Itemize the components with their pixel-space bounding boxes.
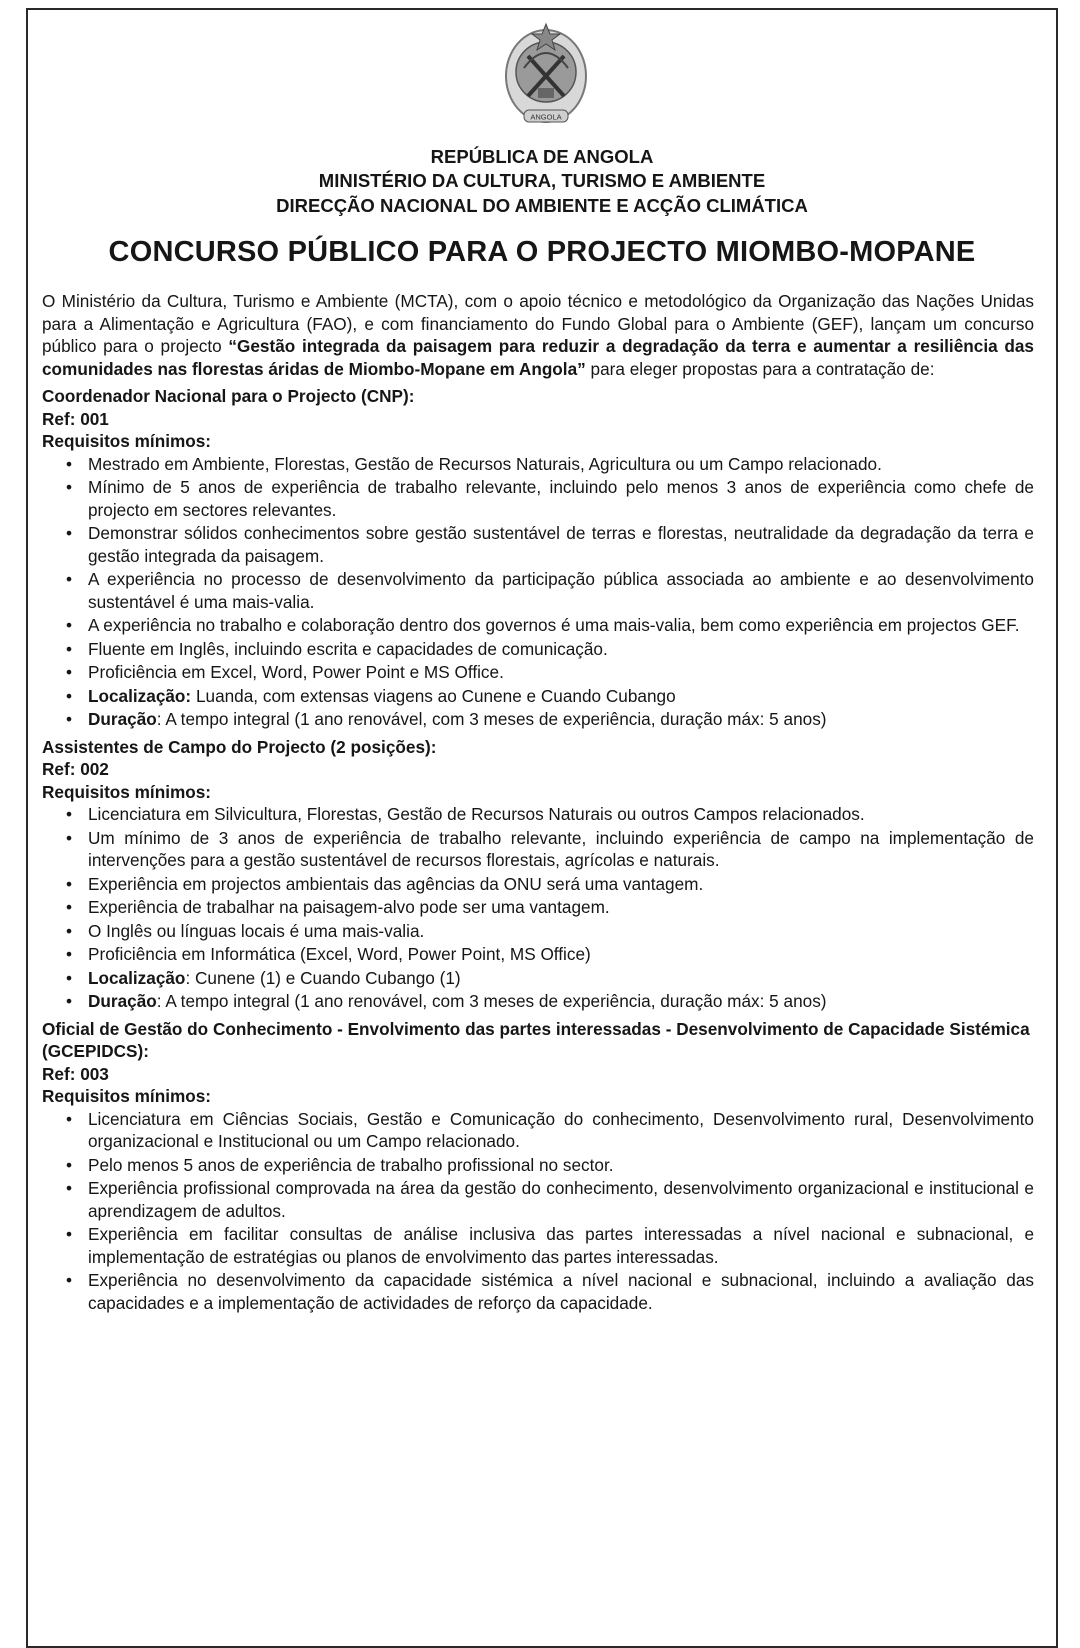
list-item <box>42 476 1034 521</box>
angola-emblem-icon <box>498 18 594 130</box>
list-item-location <box>42 967 1034 990</box>
bullet-icon: • <box>66 897 73 917</box>
list-item <box>42 920 1034 943</box>
bullet-icon: • <box>66 638 73 659</box>
list-item <box>42 661 1034 684</box>
bullet-icon: • <box>66 685 73 706</box>
item-text: Proficiência em Excel, Word, Power Point e MS Office. <box>88 662 504 682</box>
list-item-duration <box>42 990 1034 1013</box>
list-item <box>42 522 1034 567</box>
position-ref: Ref: 003 <box>42 1063 109 1084</box>
requirements-label: Requisitos mínimos: <box>42 781 212 802</box>
list-item-location <box>42 685 1034 708</box>
item-text: Pelo menos 5 anos de experiência de trabalho profissional no sector. <box>88 1154 614 1175</box>
duration-label: Duração <box>88 709 157 729</box>
project-name: “Gestão integrada da paisagem para reduzir a degradação da terra e aumentar a resiliência das comunidades nas florestas áridas de Miombo-Mopane em Angola” <box>42 336 1034 379</box>
list-item <box>42 453 1034 476</box>
bullet-icon: • <box>66 1224 73 1244</box>
list-item <box>42 568 1034 613</box>
item-text: Experiência em facilitar consultas de análise inclusiva das partes interessadas a nível nacional e subnacional, e implementação de estratégias ou planos de envolvimento das partes interessadas. <box>88 1224 1034 1267</box>
bullet-icon: • <box>66 615 73 635</box>
intro-text-1: O Ministério da Cultura, Turismo e Ambiente (MCTA), com o apoio técnico e metodológico da Organização das Nações Unidas para a Alimentação e Agricultura (FAO), e com financiamento do Fundo Global para o Ambiente (GEF), lançam um concurso público para o projecto <box>42 291 1034 356</box>
position-title: Assistentes de Campo do Projecto (2 posições): <box>42 736 437 757</box>
bullet-icon: • <box>66 477 73 497</box>
requirements-list <box>42 453 1034 731</box>
position-title: Coordenador Nacional para o Projecto (CNP): <box>42 386 415 406</box>
list-item <box>42 1177 1034 1222</box>
item-text: Experiência de trabalhar na paisagem-alvo pode ser uma vantagem. <box>88 897 610 917</box>
item-text: Mestrado em Ambiente, Florestas, Gestão de Recursos Naturais, Agricultura ou um Campo relacionado. <box>88 453 882 474</box>
list-item <box>42 803 1034 826</box>
requirements-list <box>42 1108 1034 1315</box>
header-ministry: MINISTÉRIO DA CULTURA, TURISMO E AMBIENTE <box>318 170 766 191</box>
list-item <box>42 1223 1034 1268</box>
duration-label: Duração <box>88 991 157 1011</box>
bullet-icon: • <box>66 1154 73 1175</box>
requirements-label: Requisitos mínimos: <box>42 1086 212 1106</box>
item-text: Mínimo de 5 anos de experiência de trabalho relevante, incluindo pelo menos 3 anos de experiência como chefe de projecto em sectores relevantes. <box>88 477 1034 520</box>
item-text: Demonstrar sólidos conhecimentos sobre gestão sustentável de terras e florestas, neutralidade da degradação da terra e gestão integrada da paisagem. <box>88 523 1034 566</box>
intro-paragraph <box>42 290 1034 380</box>
bullet-icon: • <box>66 827 73 848</box>
item-text: A experiência no processo de desenvolvimento da participação pública associada ao ambiente e ao desenvolvimento sustentável é uma mais-valia. <box>88 569 1034 612</box>
location-label: Localização <box>88 967 186 988</box>
list-item <box>42 896 1034 919</box>
location-value: Luanda, com extensas viagens ao Cunene e Cuando Cubango <box>191 685 676 706</box>
bullet-icon: • <box>66 804 73 824</box>
header-directorate: DIRECÇÃO NACIONAL DO AMBIENTE E ACÇÃO CLIMÁTICA <box>276 195 808 216</box>
position-title: Oficial de Gestão do Conhecimento - Envolvimento das partes interessadas - Desenvolvimento de Capacidade Sistémica (GCEPIDCS): <box>42 1018 1030 1061</box>
list-item <box>42 873 1034 896</box>
page-title: CONCURSO PÚBLICO PARA O PROJECTO MIOMBO-MOPANE <box>108 236 976 268</box>
item-text: O Inglês ou línguas locais é uma mais-valia. <box>88 920 425 941</box>
list-item <box>42 1269 1034 1314</box>
item-text: Experiência em projectos ambientais das agências da ONU será uma vantagem. <box>88 873 704 894</box>
list-item <box>42 827 1034 872</box>
duration-value: : A tempo integral (1 ano renovável, com 3 meses de experiência, duração máx: 5 anos) <box>156 991 827 1011</box>
bullet-icon: • <box>66 873 73 894</box>
location-value: : Cunene (1) e Cuando Cubango (1) <box>185 967 461 988</box>
list-item <box>42 1154 1034 1177</box>
requirements-label: Requisitos mínimos: <box>42 431 212 451</box>
bullet-icon: • <box>66 453 73 474</box>
location-label: Localização: <box>88 685 192 706</box>
bullet-icon: • <box>66 1270 73 1290</box>
position-ref: Ref: 001 <box>42 408 109 429</box>
bullet-icon: • <box>66 709 73 729</box>
item-text: Licenciatura em Ciências Sociais, Gestão e Comunicação do conhecimento, Desenvolvimento rural, Desenvolvimento organizacional e Institucional ou um Campo relacionado. <box>88 1108 1034 1151</box>
bullet-icon: • <box>66 523 73 543</box>
list-item <box>42 638 1034 661</box>
list-item <box>42 1108 1034 1153</box>
requirements-list <box>42 803 1034 1013</box>
item-text: Licenciatura em Silvicultura, Florestas, Gestão de Recursos Naturais ou outros Campos relacionados. <box>88 804 865 824</box>
item-text: Proficiência em Informática (Excel, Word, Power Point, MS Office) <box>88 944 591 964</box>
bullet-icon: • <box>66 967 73 988</box>
list-item <box>42 943 1034 966</box>
item-text: Experiência no desenvolvimento da capacidade sistémica a nível nacional e subnacional, incluindo a avaliação das capacidades e a implementação de actividades de reforço da capacidade. <box>88 1270 1034 1313</box>
item-text: Fluente em Inglês, incluindo escrita e capacidades de comunicação. <box>88 638 608 659</box>
bullet-icon: • <box>66 1178 73 1198</box>
list-item <box>42 614 1034 637</box>
bullet-icon: • <box>66 569 73 589</box>
bullet-icon: • <box>66 662 73 682</box>
item-text: Um mínimo de 3 anos de experiência de trabalho relevante, incluindo experiência de campo na implementação de intervenções para a gestão sustentável de recursos florestais, agrícolas e naturais. <box>88 827 1034 870</box>
item-text: Experiência profissional comprovada na área da gestão do conhecimento, desenvolvimento organizacional e institucional e aprendizagem de adultos. <box>88 1178 1034 1221</box>
header-republic: REPÚBLICA DE ANGOLA <box>430 146 654 167</box>
duration-value: : A tempo integral (1 ano renovável, com 3 meses de experiência, duração máx: 5 anos) <box>156 709 827 729</box>
intro-text-2: para eleger propostas para a contratação de: <box>585 358 935 379</box>
emblem-banner-text: ANGOLA <box>530 112 562 122</box>
list-item-duration <box>42 708 1034 731</box>
bullet-icon: • <box>66 991 73 1011</box>
bullet-icon: • <box>66 920 73 941</box>
notice-page <box>26 8 1058 1648</box>
notice-body <box>42 290 1034 1319</box>
bullet-icon: • <box>66 1108 73 1129</box>
item-text: A experiência no trabalho e colaboração dentro dos governos é uma mais-valia, bem como experiência em projectos GEF. <box>88 615 1020 635</box>
bullet-icon: • <box>66 944 73 964</box>
position-ref: Ref: 002 <box>42 759 109 779</box>
